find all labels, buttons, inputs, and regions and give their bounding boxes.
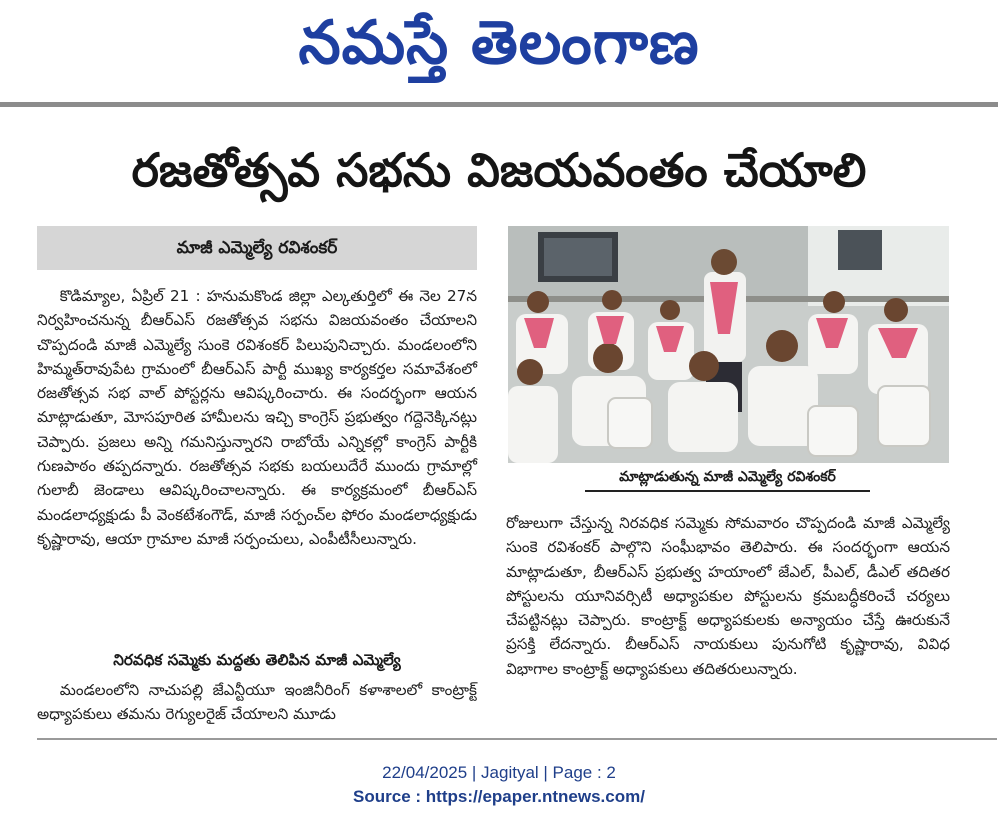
masthead-divider (0, 102, 998, 107)
article-column-left-continued (37, 678, 477, 727)
article-paragraph: కొడిమ్యాల, ఏప్రిల్ 21 : హనుమకొండ జిల్లా ఎల్కతుర్తిలో ఈ నెల 27న నిర్వహించనున్న బీఆర్ఎస్ రజతోత్సవ సభను విజయవంతం చేయాలని చొప్పదండి మాజీ ఎమ్మెల్యే సుంకె రవిశంకర్ పిలుపునిచ్చారు. మండలంలోని హిమ్మత్‌రావుపేట గ్రామంలో బీఆర్ఎస్ పార్టీ ముఖ్య కార్యకర్తల సమావేశంలో రజతోత్సవ సభ వాల్ పోస్టర్లను ఆవిష్కరించారు. ఈ సందర్భంగా ఆయన మాట్లాడుతూ, మోసపూరిత హామీలను ఇచ్చి కాంగ్రెస్ ప్రభుత్వం గద్దెనెక్కినట్లు చెప్పారు. ప్రజలు అన్ని గమనిస్తున్నారని రాబోయే ఎన్నికల్లో కాంగ్రెస్ పార్టీకి గుణపాఠం తప్పదన్నారు. రజతోత్సవ సభకు బయలుదేరే ముందు గ్రామాల్లో గులాబీ జెండాలు ఆవిష్కరించాలన్నారు. ఈ కార్యక్రమంలో బీఆర్ఎస్ మండలాధ్యక్షుడు పీ వెంకటేశంగౌడ్, మాజీ సర్పంచ్‌ల ఫోరం మండలాధ్యక్షుడు కృష్ణారావు, ఆయా గ్రామాల మాజీ సర్పంచులు, ఎంపీటీసీలున్నారు. (37, 287, 477, 548)
meeting-photo (508, 226, 949, 463)
article-column-right (506, 511, 950, 681)
footer-divider (37, 738, 997, 740)
article-column-left (37, 284, 477, 551)
article-subheading: నిరవధిక సమ్మెకు మద్దతు తెలిపిన మాజీ ఎమ్మెల్యే (113, 651, 401, 669)
source-link[interactable]: Source : https://epaper.ntnews.com/ (353, 787, 645, 806)
newspaper-logo: నమస్తే తెలంగాణ (298, 8, 700, 78)
article-paragraph: రోజులుగా చేస్తున్న నిరవధిక సమ్మెకు సోమవారం చొప్పదండి మాజీ ఎమ్మెల్యే సుంకె రవిశంకర్ పాల్గొని సంఘీభావం తెలిపారు. ఈ సందర్భంగా ఆయన మాట్లాడుతూ, బీఆర్ఎస్ ప్రభుత్వ హయాంలో జేఎల్, పీఎల్, డీఎల్ తదితర పోస్టులను యూనివర్సిటీ అధ్యాపకుల పోస్టులను క్రమబద్ధీకరించే చర్యలు చేపట్టినట్లు చెప్పారు. కాంట్రాక్ట్ అధ్యాపకులకు అన్యాయం చేస్తే ఊరుకునే ప్రసక్తి లేదన్నారు. బీఆర్ఎస్ నాయకులు పునుగోటి కృష్ణారావు, వివిధ విభాగాల కాంట్రాక్ట్ అధ్యాపకులు తదితరులున్నారు. (506, 514, 950, 678)
photo-caption: మాట్లాడుతున్న మాజీ ఎమ్మెల్యే రవిశంకర్ (585, 465, 870, 492)
article-photo (508, 226, 949, 463)
article-paragraph: మండలంలోని నాచుపల్లి జేఎన్టీయూ ఇంజినీరింగ్ కళాశాలలో కాంట్రాక్ట్ అధ్యాపకులు తమను రెగ్యులరైజ్ చేయాలని మూడు (37, 681, 477, 724)
article-headline: రజతోత్సవ సభను విజయవంతం చేయాలి (131, 143, 867, 197)
masthead (0, 0, 998, 92)
article-byline: మాజీ ఎమ్మెల్యే రవిశంకర్ (37, 226, 477, 270)
edition-dateline: 22/04/2025 | Jagityal | Page : 2 (382, 763, 616, 782)
